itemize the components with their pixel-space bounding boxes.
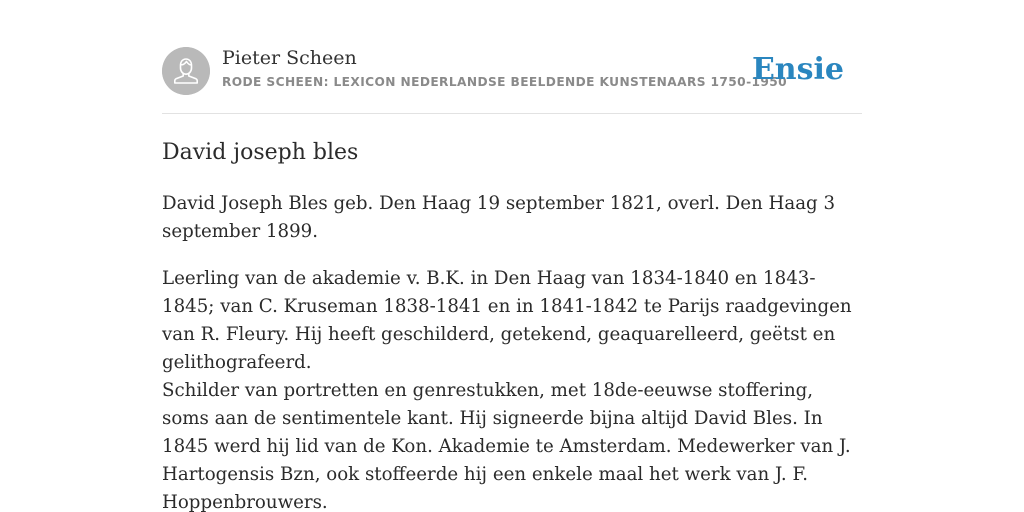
source-title[interactable]: RODE SCHEEN: LEXICON NEDERLANDSE BEELDENDE KUNSTENAARS 1750-1950	[222, 75, 788, 89]
article-paragraph: Leerling van de akademie v. B.K. in Den Haag van 1834-1840 en 1843-1845; van C. Kruseman 1838-1841 en in 1841-1842 te Parijs raadgevingen van R. Fleury. Hij heeft geschilderd, getekend, geaquarelleerd, geëtst en gelithografeerd.	[162, 268, 852, 373]
ensie-logo[interactable]: Ensie	[751, 52, 844, 87]
header-divider	[162, 113, 862, 114]
article-paragraph: Schilder van portretten en genrestukken, met 18de-eeuwse stoffering, soms aan de sentimentele kant. Hij signeerde bijna altijd David Bles. In 1845 werd hij lid van de Kon. Akademie te Amsterdam. Medewerker van J. Hartogensis Bzn, ook stoffeerde hij een enkele maal het werk van J. F. Hoppenbrouwers.	[162, 380, 851, 512]
article-page	[162, 0, 862, 512]
article-paragraph: David Joseph Bles geb. Den Haag 19 september 1821, overl. Den Haag 3 september 1899.	[162, 193, 836, 242]
user-icon	[162, 47, 210, 95]
article-title: David joseph bles	[162, 140, 359, 165]
article-header	[162, 46, 862, 96]
author-avatar[interactable]	[162, 47, 210, 95]
author-name[interactable]: Pieter Scheen	[222, 47, 357, 69]
